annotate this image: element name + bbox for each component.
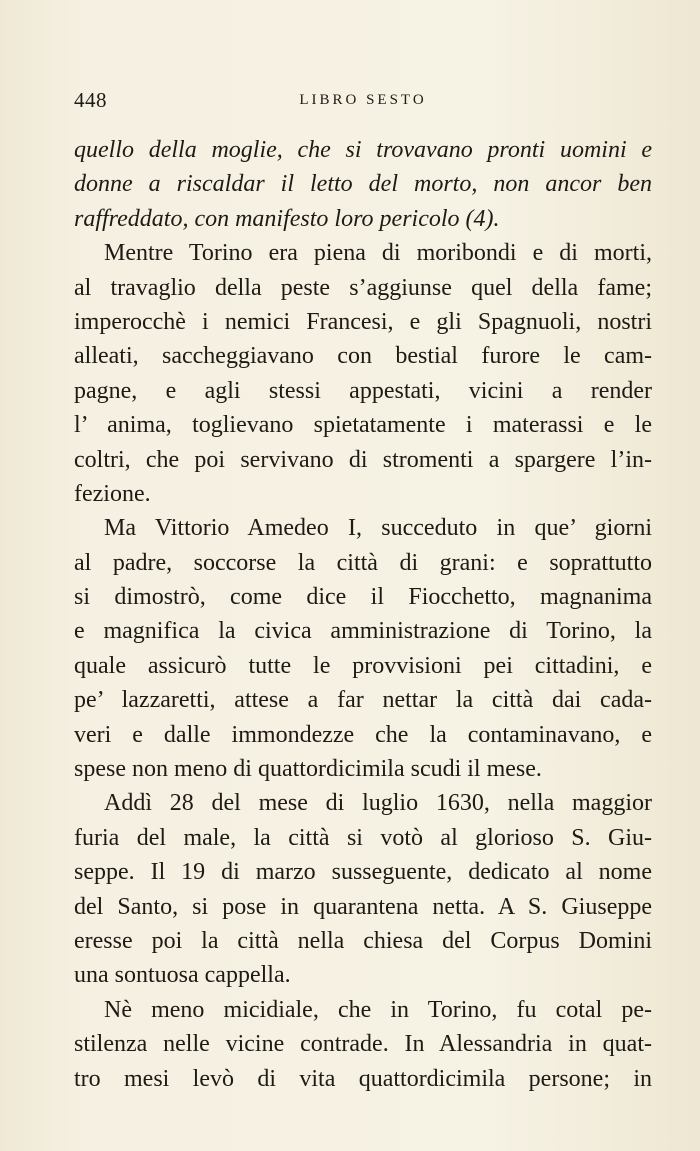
text-line: pe’ lazzaretti, attese a far nettar la città dai cada- — [74, 687, 652, 714]
paragraph-first-line: Ma Vittorio Amedeo I, succeduto in que’ giorni — [104, 515, 652, 542]
text-line: una sontuosa cappella. — [74, 962, 291, 989]
text-line: l’ anima, toglievano spietatamente i materassi e le — [74, 412, 652, 439]
text-line: furia del male, la città si votò al glorioso S. Giu- — [74, 824, 652, 851]
page-header — [74, 88, 652, 118]
text-line: coltri, che poi servivano di stromenti a spargere l’in- — [74, 446, 652, 473]
text-line: quale assicurò tutte le provvisioni pei cittadini, e — [74, 652, 652, 679]
text-line: imperocchè i nemici Francesi, e gli Spagnuoli, nostri — [74, 308, 652, 335]
text-line: e magnifica la civica amministrazione di Torino, la — [74, 618, 652, 645]
text-line: fezione. — [74, 480, 151, 507]
running-title: LIBRO SESTO — [299, 92, 427, 108]
text-line: al travaglio della peste s’aggiunse quel della fame; — [74, 274, 652, 301]
text-line: eresse poi la città nella chiesa del Corpus Domini — [74, 927, 652, 954]
text-line: veri e dalle immondezze che la contaminavano, e — [74, 721, 652, 748]
text-line: donne a riscaldar il letto del morto, non ancor ben — [74, 171, 652, 198]
text-line: pagne, e agli stessi appestati, vicini a render — [74, 377, 652, 404]
paragraph-first-line: Nè meno micidiale, che in Torino, fu cotal pe- — [104, 996, 652, 1023]
text-line: alleati, saccheggiavano con bestial furore le cam- — [74, 343, 652, 370]
text-line: raffreddato, con manifesto loro pericolo (4). — [74, 205, 500, 232]
text-line: quello della moglie, che si trovavano pronti uomini e — [74, 137, 652, 163]
text-line: tro mesi levò di vita quattordicimila persone; in — [74, 1065, 652, 1092]
text-line: al padre, soccorse la città di grani: e soprattutto — [74, 549, 652, 576]
text-line: spese non meno di quattordicimila scudi il mese. — [74, 756, 542, 783]
text-line: stilenza nelle vicine contrade. In Alessandria in quat- — [74, 1031, 652, 1058]
text-line: seppe. Il 19 di marzo susseguente, dedicato al nome — [74, 859, 652, 886]
paragraph-first-line: Addì 28 del mese di luglio 1630, nella maggior — [104, 790, 652, 817]
text-line: del Santo, si pose in quarantena netta. A S. Giuseppe — [74, 893, 652, 920]
text-line: si dimostrò, come dice il Fiocchetto, magnanima — [74, 584, 652, 611]
body-text — [74, 133, 652, 1096]
page-number: 448 — [74, 88, 107, 112]
paragraph-first-line: Mentre Torino era piena di moribondi e di morti, — [104, 240, 652, 267]
